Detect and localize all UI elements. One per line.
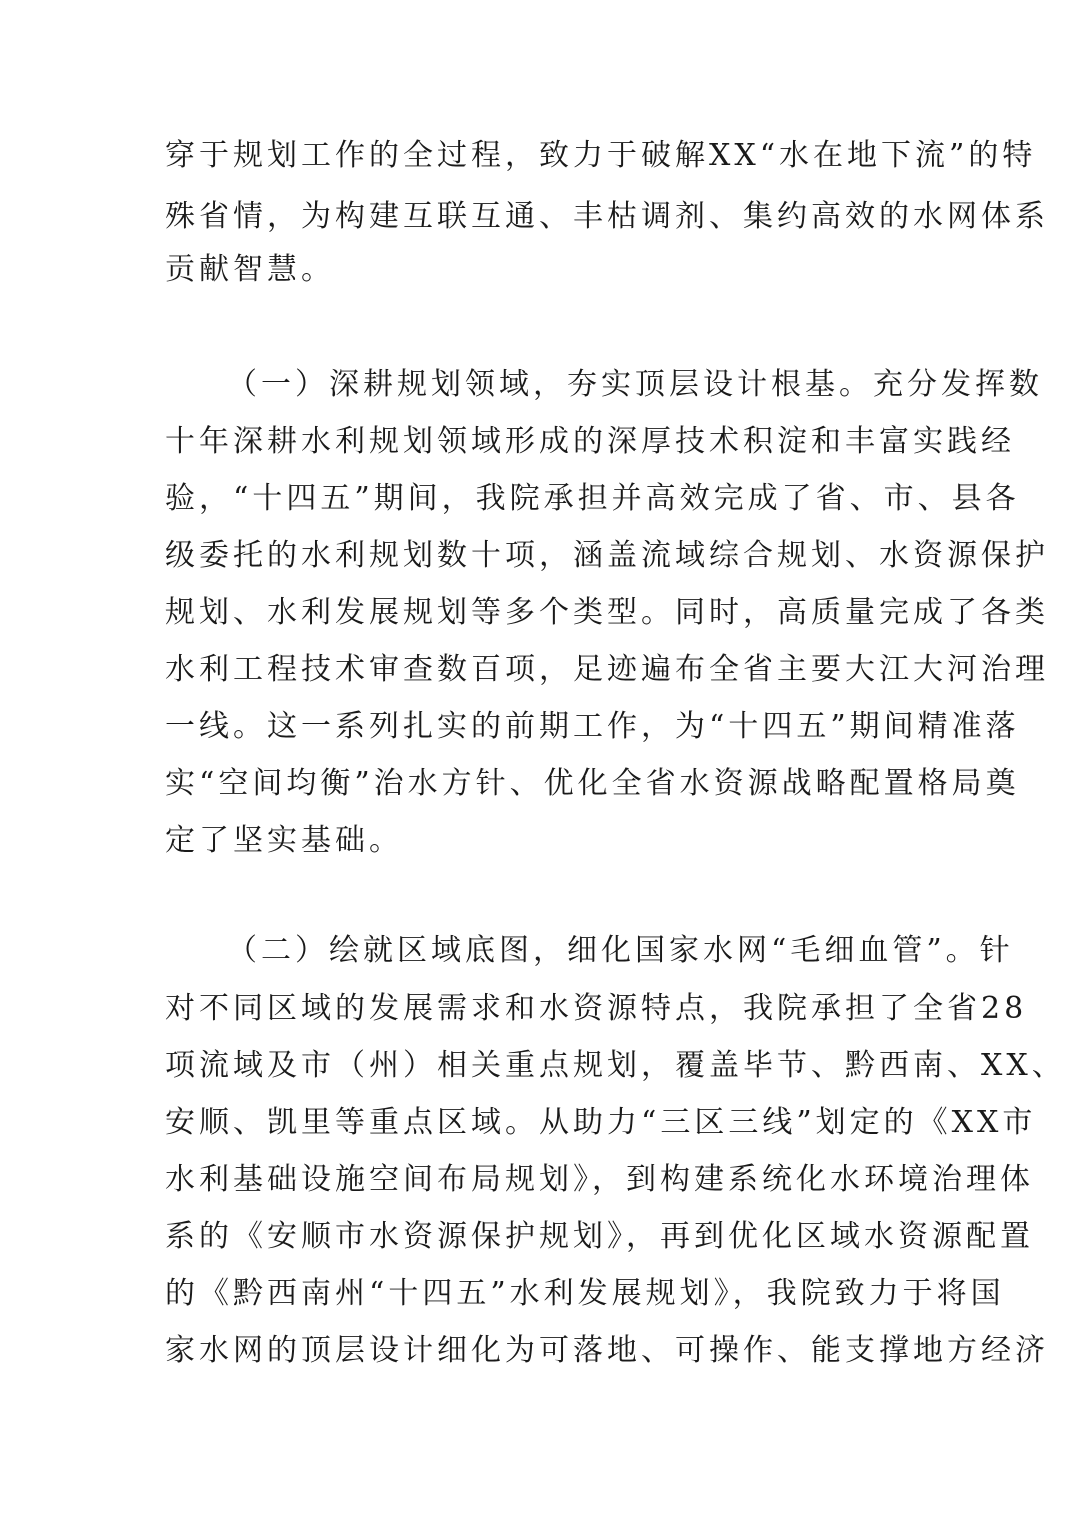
paragraph-2-line-7: 一线。这一系列扎实的前期工作，为“十四五”期间精准落 (165, 709, 1020, 744)
paragraph-2-line-6: 水利工程技术审查数百项，足迹遍布全省主要大江大河治理 (165, 652, 1049, 687)
paragraph-1-line-1: 穿于规划工作的全过程，致力于破解XX“水在地下流”的特 (165, 138, 1037, 173)
paragraph-3-line-8: 家水网的顶层设计细化为可落地、可操作、能支撑地方经济 (165, 1333, 1049, 1368)
paragraph-3-line-3: 项流域及市（州）相关重点规划，覆盖毕节、黔西南、XX、 (165, 1048, 1066, 1083)
paragraph-3-line-7: 的《黔西南州“十四五”水利发展规划》，我院致力于将国 (165, 1276, 1005, 1311)
paragraph-3-line-1: （二）绘就区域底图，细化国家水网“毛细血管”。针 (227, 933, 1014, 968)
paragraph-2-line-3: 验，“十四五”期间，我院承担并高效完成了省、市、县各 (165, 481, 1020, 516)
paragraph-3-line-4: 安顺、凯里等重点区域。从助力“三区三线”划定的《XX市 (165, 1105, 1037, 1140)
paragraph-1-line-2: 殊省情，为构建互联互通、丰枯调剂、集约高效的水网体系 (165, 199, 1049, 234)
paragraph-2-line-4: 级委托的水利规划数十项，涵盖流域综合规划、水资源保护 (165, 538, 1049, 573)
paragraph-2-line-2: 十年深耕水利规划领域形成的深厚技术积淀和丰富实践经 (165, 424, 1015, 459)
paragraph-2-line-5: 规划、水利发展规划等多个类型。同时，高质量完成了各类 (165, 595, 1049, 630)
paragraph-3-line-6: 系的《安顺市水资源保护规划》，再到优化区域水资源配置 (165, 1219, 1034, 1254)
paragraph-3-line-5: 水利基础设施空间布局规划》，到构建系统化水环境治理体 (165, 1162, 1034, 1197)
paragraph-2-line-8: 实“空间均衡”治水方针、优化全省水资源战略配置格局奠 (165, 766, 1020, 801)
paragraph-2-line-9: 定了坚实基础。 (165, 823, 403, 858)
paragraph-3-line-2: 对不同区域的发展需求和水资源特点，我院承担了全省28 (165, 991, 1028, 1026)
paragraph-1-line-3: 贡献智慧。 (165, 252, 335, 287)
paragraph-2-line-1: （一）深耕规划领域，夯实顶层设计根基。充分发挥数 (227, 367, 1043, 402)
